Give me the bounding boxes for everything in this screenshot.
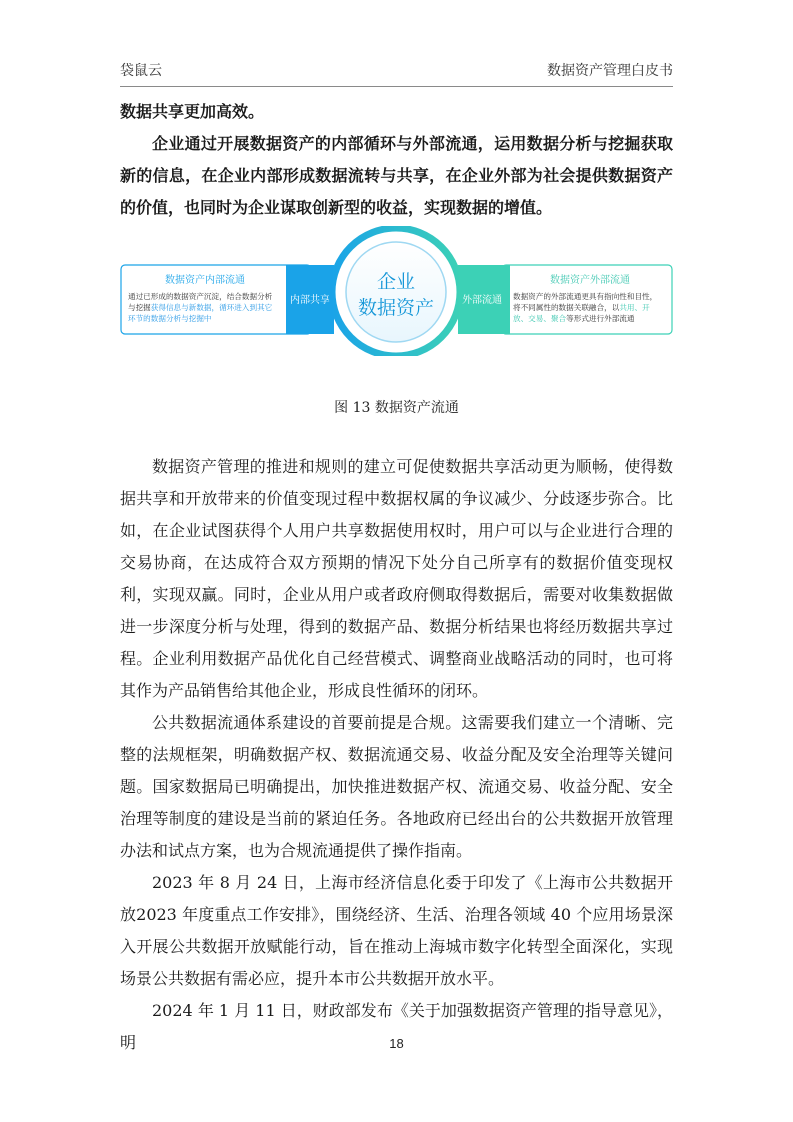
paragraph: 企业通过开展数据资产的内部循环与外部流通，运用数据分析与挖掘获取新的信息，在企业内部形成数据流转与共享，在企业外部为社会提供数据资产的价值，也同时为企业谋取创新型的收益，实现数据的增值。 xyxy=(120,134,673,217)
paragraph: 数据共享更加高效。 xyxy=(120,102,265,121)
figure-text-segment: 通过已形成的数据资产沉淀，结合数据分析 xyxy=(128,292,273,301)
figure-caption: 图 13 数据资产流通 xyxy=(334,400,459,416)
paragraph: 2023 年 8 月 24 日，上海市经济信息化委于印发了《上海市公共数据开放2023 年度重点工作安排》，围绕经济、生活、治理各领域 40 个应用场景深入开展公共数据开放赋能行动，旨在推动上海城市数字化转型全面深化，实现场景公共数据有需必应，提升本市公共数据开放水平。 xyxy=(120,873,673,988)
figure-text-segment: 与挖掘 xyxy=(128,303,151,312)
figure-text-segment: 数据资产的外部流通更具有指向性和目性， xyxy=(513,292,658,301)
data-asset-circulation-figure xyxy=(120,226,673,356)
header-left: 袋鼠云 xyxy=(120,63,162,79)
paragraph: 公共数据流通体系建设的首要前提是合规。这需要我们建立一个清晰、完整的法规框架，明确数据产权、数据流通交易、收益分配及安全治理等关键问题。国家数据局已明确提出，加快推进数据产权、流通交易、收益分配、安全治理等制度的建设是当前的紧迫任务。各地政府已经出台的公共数据开放管理办法和试点方案，也为合规流通提供了操作指南。 xyxy=(120,713,673,860)
paragraph: 数据资产管理的推进和规则的建立可促使数据共享活动更为顺畅，使得数据共享和开放带来的价值变现过程中数据权属的争议减少、分歧逐步弥合。比如，在企业试图获得个人用户共享数据使用权时，用户可以与企业进行合理的交易协商，在达成符合双方预期的情况下处分自己所享有的数据价值变现权利，实现双赢。同时，企业从用户或者政府侧取得数据后，需要对收集数据做进一步深度分析与处理，得到的数据产品、数据分析结果也将经历数据共享过程。企业利用数据产品优化自己经营模式、调整商业战略活动的同时，也可将其作为产品销售给其他企业，形成良性循环的闭环。 xyxy=(120,457,673,700)
center-title-line2: 数据资产 xyxy=(357,297,435,319)
figure-text-segment: 共用、开 xyxy=(619,303,650,312)
top-text xyxy=(120,96,673,224)
figure-text-segment: 等形式进行外部流通 xyxy=(566,314,635,323)
figure-text-segment: 获得信息与新数据，循环进入到其它 xyxy=(150,303,273,312)
paragraph: 2024 年 1 月 11 日，财政部发布《关于加强数据资产管理的指导意见》，明 xyxy=(120,1001,673,1052)
page-number: 18 xyxy=(389,1036,404,1051)
figure-text-segment: 放、交易、聚合 xyxy=(513,314,567,323)
figure-text-segment: 环节的数据分析与挖掘中 xyxy=(128,314,212,323)
center-title-line1: 企业 xyxy=(376,271,416,293)
body-text xyxy=(120,451,673,1059)
figure-diagram xyxy=(120,226,673,356)
header-divider xyxy=(120,86,673,87)
right-box-title: 数据资产外部流通 xyxy=(550,275,630,286)
left-tab-label: 内部共享 xyxy=(290,295,330,306)
right-tab-label: 外部流通 xyxy=(462,295,502,306)
figure-text-segment: 将不同属性的数据关联融合，以 xyxy=(513,303,620,312)
header-right: 数据资产管理白皮书 xyxy=(547,63,673,79)
left-box-title: 数据资产内部流通 xyxy=(165,275,245,286)
